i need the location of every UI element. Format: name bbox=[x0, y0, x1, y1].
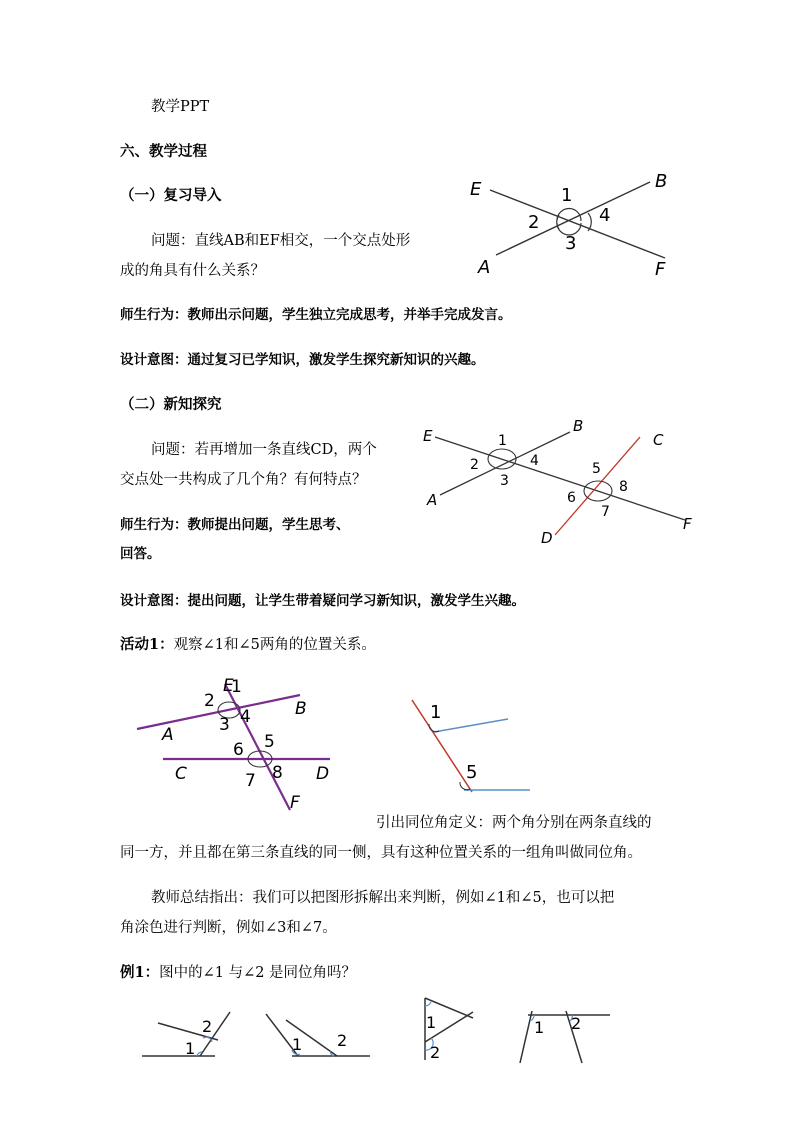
angle-label-8: 8 bbox=[619, 479, 628, 495]
angle-label-8: 8 bbox=[272, 763, 283, 783]
angle-label-3: 3 bbox=[565, 233, 577, 254]
ray-angle-1 bbox=[434, 719, 508, 732]
angle-label-1: 1 bbox=[534, 1018, 545, 1037]
angle-label-5: 5 bbox=[592, 461, 601, 477]
question-1-line-2: 成的角具有什么关系？ bbox=[120, 263, 265, 279]
example-figure-d bbox=[510, 1007, 615, 1065]
angle-label-2: 2 bbox=[337, 1031, 348, 1050]
summary-line-2: 角涂色进行判断，例如∠3和∠7。 bbox=[120, 920, 337, 936]
label-b: B bbox=[295, 699, 307, 719]
teacher-student-action-2-line-2: 回答。 bbox=[120, 546, 161, 562]
label-c: C bbox=[653, 431, 664, 449]
transversal-line bbox=[412, 700, 472, 792]
design-intent-1: 设计意图：通过复习已学知识，激发学生探究新知识的兴趣。 bbox=[120, 352, 485, 368]
teacher-student-action-1: 师生行为：教师出示问题，学生独立完成思考，并举手完成发言。 bbox=[120, 307, 512, 323]
angle-label-2: 2 bbox=[571, 1014, 582, 1033]
angle-label-4: 4 bbox=[240, 707, 251, 727]
example-figure-b bbox=[262, 1010, 372, 1062]
angle-label-1: 1 bbox=[430, 702, 442, 723]
angle-label-6: 6 bbox=[567, 490, 576, 506]
angle-label-3: 3 bbox=[219, 715, 230, 735]
ppt-line: 教学PPT bbox=[151, 99, 210, 115]
figure-intersecting-lines bbox=[460, 165, 690, 285]
activity-1-label: 活动1： bbox=[120, 636, 174, 653]
activity-1-text: 观察∠1和∠5两角的位置关系。 bbox=[173, 637, 376, 653]
line-ef bbox=[490, 190, 665, 258]
angle-label-2: 2 bbox=[470, 457, 479, 473]
angle-label-5: 5 bbox=[466, 762, 478, 783]
figure-corresponding-angles bbox=[130, 672, 345, 814]
label-d: D bbox=[541, 529, 553, 547]
label-d: D bbox=[316, 764, 330, 784]
definition-line-2: 同一方，并且都在第三条直线的同一侧，具有这种位置关系的一组角叫做同位角。 bbox=[120, 845, 642, 861]
question-1-line-1: 问题：直线AB和EF相交，一个交点处形 bbox=[151, 233, 411, 249]
angle-label-1: 1 bbox=[185, 1039, 196, 1058]
angle-label-4: 4 bbox=[599, 205, 611, 226]
angle-label-1: 1 bbox=[231, 677, 242, 697]
angle-label-2: 2 bbox=[528, 212, 540, 233]
angle-label-1: 1 bbox=[498, 433, 507, 449]
angle-label-2: 2 bbox=[202, 1017, 213, 1036]
label-a: A bbox=[162, 725, 174, 745]
activity-1 bbox=[120, 635, 376, 655]
label-a: A bbox=[478, 257, 491, 278]
question-2-line-1: 问题：若再增加一条直线CD，两个 bbox=[151, 442, 377, 458]
example-1-text: 图中的∠1 与∠2 是同位角吗？ bbox=[159, 965, 357, 981]
line-ef bbox=[435, 437, 685, 520]
example-figure-c bbox=[415, 994, 480, 1062]
label-c: C bbox=[175, 764, 187, 784]
angle-label-7: 7 bbox=[245, 771, 256, 791]
figure-decomposed-angles bbox=[400, 692, 540, 804]
label-e: E bbox=[223, 676, 234, 696]
angle-label-4: 4 bbox=[530, 453, 539, 469]
angle-label-1: 1 bbox=[292, 1035, 303, 1054]
angle-arc-1 bbox=[425, 1002, 431, 1006]
label-b: B bbox=[573, 417, 584, 435]
subsection-review: （一）复习导入 bbox=[120, 187, 222, 204]
figure-three-lines bbox=[415, 415, 705, 550]
label-f: F bbox=[655, 259, 666, 280]
label-f: F bbox=[290, 793, 300, 813]
teacher-student-action-2-line-1: 师生行为：教师提出问题，学生思考、 bbox=[120, 517, 350, 533]
label-e: E bbox=[470, 179, 482, 200]
example-1 bbox=[120, 963, 356, 983]
angle-label-5: 5 bbox=[264, 732, 275, 752]
question-2-line-2: 交点处一共构成了几个角？有何特点？ bbox=[120, 472, 367, 488]
angle-label-1: 1 bbox=[426, 1013, 437, 1032]
summary-line-1: 教师总结指出：我们可以把图形拆解出来判断，例如∠1和∠5，也可以把 bbox=[151, 890, 615, 906]
angle-arc-1 bbox=[557, 208, 581, 221]
subsection-new-knowledge: （二）新知探究 bbox=[120, 396, 222, 413]
left-line bbox=[520, 1011, 532, 1063]
example-1-label: 例1： bbox=[120, 964, 160, 981]
definition-line-1: 引出同位角定义：两个角分别在两条直线的 bbox=[376, 815, 652, 831]
angle-label-2: 2 bbox=[204, 691, 215, 711]
section-heading-6: 六、教学过程 bbox=[120, 143, 207, 160]
angle-label-3: 3 bbox=[500, 473, 509, 489]
design-intent-2: 设计意图：提出问题，让学生带着疑问学习新知识，激发学生兴趣。 bbox=[120, 593, 525, 609]
label-a: A bbox=[427, 491, 438, 509]
example-figure-a bbox=[140, 1008, 240, 1063]
angle-label-6: 6 bbox=[233, 740, 244, 760]
label-b: B bbox=[655, 171, 668, 192]
label-e: E bbox=[423, 427, 433, 445]
angle-label-1: 1 bbox=[561, 185, 573, 206]
label-f: F bbox=[683, 515, 692, 533]
angle-label-2: 2 bbox=[430, 1043, 441, 1062]
angle-label-7: 7 bbox=[601, 504, 610, 520]
